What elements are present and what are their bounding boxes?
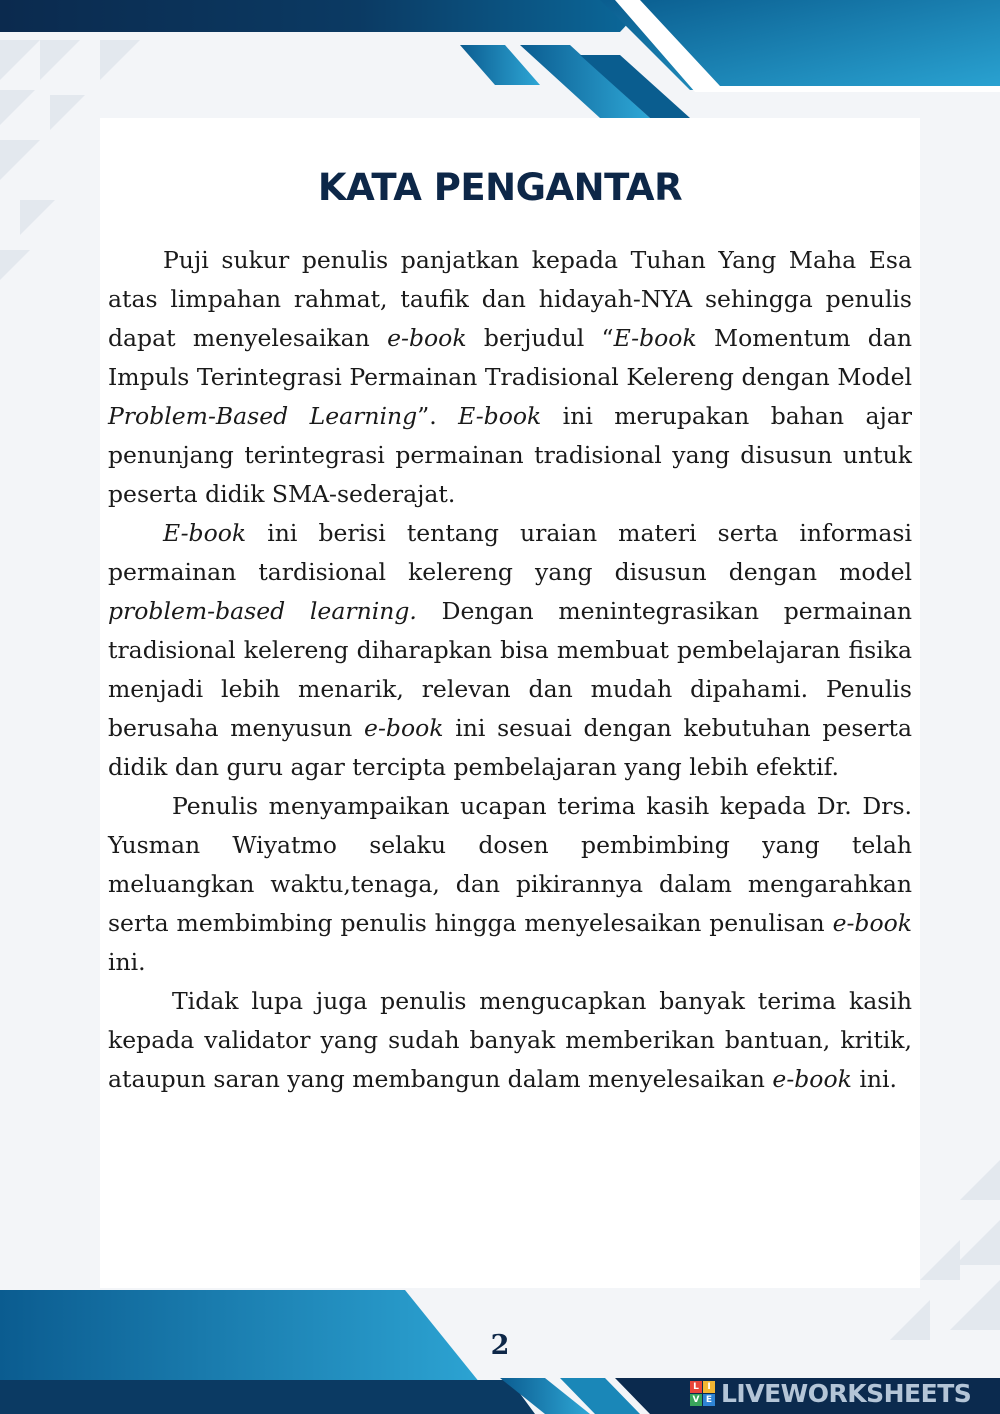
text-run: berjudul “ — [466, 324, 614, 352]
text-run: ini sesuai dengan kebutuhan peserta didik dan guru agar tercipta pembelajaran yang lebih efektif. — [108, 714, 912, 781]
italic-text: E-book — [613, 324, 697, 352]
text-run: ini berisi tentang uraian materi serta informasi permainan tardisional kelereng yang disusun dengan model — [108, 519, 912, 586]
logo-letter: E — [703, 1394, 715, 1406]
paragraph-1 — [108, 241, 912, 514]
decor-top-band — [0, 0, 650, 32]
body-text — [108, 241, 912, 1099]
italic-text: E-book — [458, 402, 542, 430]
liveworksheets-logo-icon — [690, 1381, 715, 1406]
text-run: ini merupakan bahan ajar penunjang terintegrasi permainan tradisional yang disusun untuk peserta didik SMA-sederajat. — [108, 402, 913, 508]
liveworksheets-watermark — [690, 1378, 971, 1408]
italic-text: e-book — [364, 714, 444, 742]
page-title: KATA PENGANTAR — [317, 166, 683, 209]
italic-text: e-book — [772, 1065, 852, 1093]
text-run: Puji sukur penulis panjatkan kepada Tuhan Yang Maha Esa atas limpahan rahmat, taufik dan hidayah-NYA sehingga penulis dapat menyelesaikan — [108, 246, 912, 352]
italic-text: Problem-Based Learning — [108, 402, 418, 430]
italic-text: problem-based learning. — [108, 597, 417, 625]
paragraph-4 — [108, 982, 912, 1099]
logo-letter: V — [690, 1394, 702, 1406]
text-run: ini. — [108, 948, 146, 976]
paragraph-3 — [108, 787, 912, 982]
logo-letter: L — [690, 1381, 702, 1393]
italic-text: e-book — [832, 909, 912, 937]
text-run: ”. — [417, 402, 459, 430]
paragraph-2 — [108, 514, 912, 787]
watermark-text: LIVEWORKSHEETS — [721, 1378, 972, 1408]
text-run: ini. — [851, 1065, 897, 1093]
page-number: 2 — [490, 1330, 510, 1361]
italic-text: e-book — [387, 324, 467, 352]
text-run: Penulis menyampaikan ucapan terima kasih kepada Dr. Drs. Yusman Wiyatmo selaku dosen pembimbing yang telah meluangkan waktu,tenaga, dan pikirannya dalam mengarahkan serta membimbing penulis hingga menyelesaikan penulisan — [108, 792, 912, 937]
logo-letter: I — [703, 1381, 715, 1393]
italic-text: E-book — [163, 519, 247, 547]
text-run: Dengan menintegrasikan permainan tradisional kelereng diharapkan bisa membuat pembelajaran fisika menjadi lebih menarik, relevan dan mudah dipahami. Penulis berusaha menyusun — [108, 597, 912, 742]
text-run: Momentum dan Impuls Terintegrasi Permainan Tradisional Kelereng dengan Model — [108, 324, 912, 391]
text-run: Tidak lupa juga penulis mengucapkan banyak terima kasih kepada validator yang sudah banyak memberikan bantuan, kritik, ataupun saran yang membangun dalam menyelesaikan — [108, 987, 912, 1093]
